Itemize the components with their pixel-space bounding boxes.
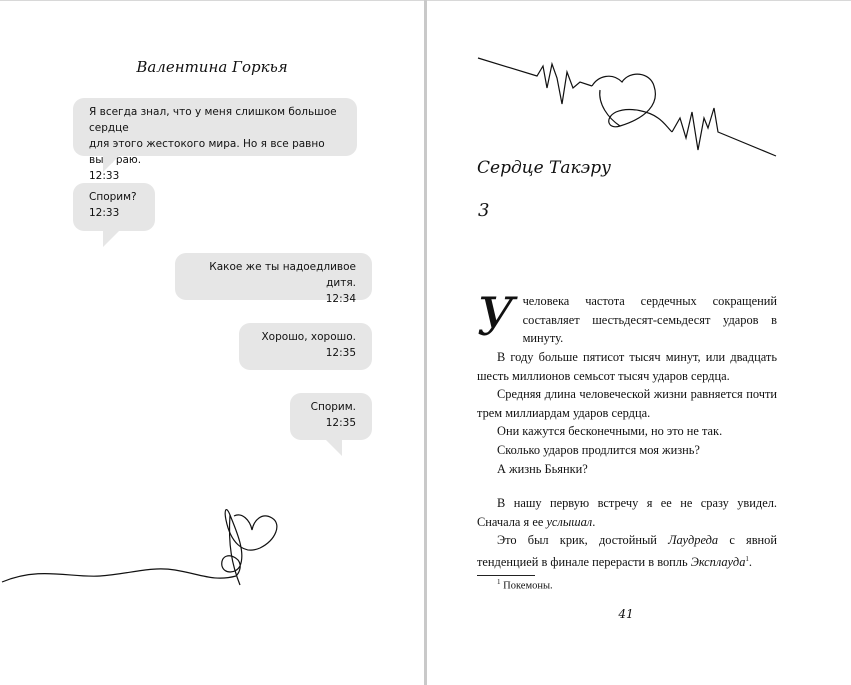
body-text-continued [477, 494, 777, 572]
chapter-number: 3 [478, 200, 490, 221]
footnote [497, 578, 553, 592]
message-time: 12:35 [325, 417, 356, 429]
paragraph: А жизнь Бьянки? [497, 461, 588, 476]
message-text: Хорошо, хорошо. [261, 331, 356, 343]
italic-run: Лаудреда [668, 533, 719, 548]
paragraph [477, 531, 777, 571]
paragraph: В году больше пятисот тысяч минут, или двадцать шесть миллионов семьсот тысяч ударов сердца. [477, 350, 777, 383]
paragraph: Средняя длина человеческой жизни равняется почти трем миллиардам ударов сердца. [477, 387, 777, 420]
message-time: 12:35 [325, 347, 356, 359]
body-text [477, 348, 777, 478]
footnote-mark: 1 [497, 578, 501, 586]
italic-run: Эксплауда [690, 554, 746, 569]
message-text: Я всегда знал, что у меня слишком большое сердце [89, 106, 337, 134]
text-run: . [748, 554, 753, 569]
italic-run: услышал [546, 514, 593, 529]
message-time: 12:33 [89, 207, 120, 219]
message-time: 12:33 [89, 170, 120, 182]
paragraph: Сколько ударов продлится моя жизнь? [497, 442, 700, 457]
drop-cap: У [477, 288, 515, 348]
text-run: Это был крик, достойный [497, 533, 657, 548]
message-time: 12:34 [325, 293, 356, 305]
page-number: 41 [618, 607, 634, 621]
opening-paragraph [477, 288, 777, 348]
message-text: для этого жестокого мира. Но я все равно выиграю. [89, 138, 325, 166]
message-text: Спорим? [89, 191, 137, 203]
chapter-title: Сердце Такэру [477, 158, 611, 178]
message-text: Какое же ты надоедливое дитя. [209, 261, 356, 289]
footnote-rule [477, 575, 535, 576]
footnote-ref[interactable]: 1 [745, 554, 749, 563]
text-run: с явной тенденцией в финале перерасти в вопль [477, 533, 777, 569]
text-run: . [592, 514, 596, 529]
running-header-author: Валентина Горкья [136, 58, 288, 76]
paragraph: Они кажутся бесконечными, но это не так. [497, 424, 723, 439]
paragraph [477, 494, 777, 531]
message-text: Спорим. [310, 401, 356, 413]
paragraph-text: человека частота сердечных сокращений составляет шестьдесят-семьдесят ударов в минуту. [522, 294, 777, 346]
footnote-text: Покемоны. [503, 580, 553, 592]
text-run: В нашу первую встречу я ее не сразу увидел. Сначала я ее [477, 496, 777, 529]
